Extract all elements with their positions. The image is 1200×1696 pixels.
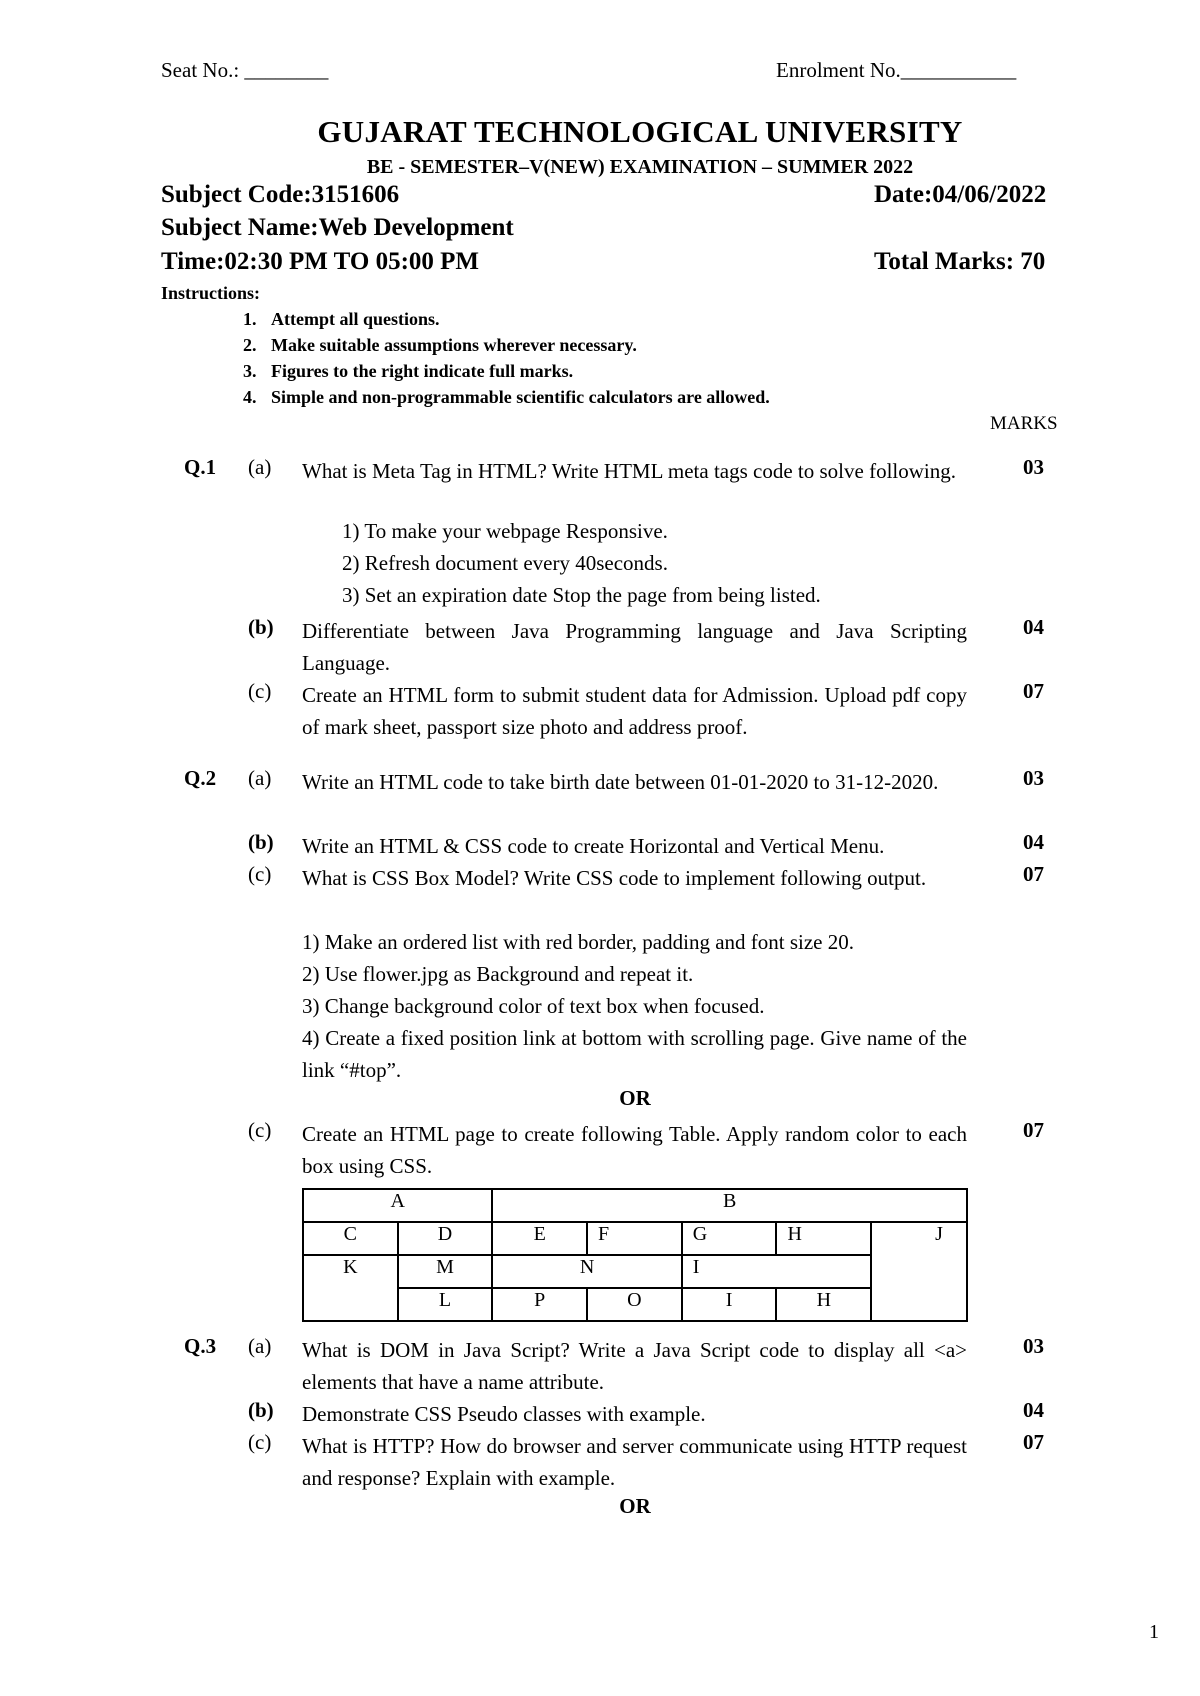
question-number: Q.3 (184, 1334, 217, 1358)
list-item: 2) Use flower.jpg as Background and repeat it. (302, 962, 694, 986)
table-cell: E (492, 1222, 587, 1255)
table-cell: H (776, 1288, 871, 1321)
table-cell: A (303, 1189, 492, 1222)
list-item: 2) Refresh document every 40seconds. (342, 551, 668, 575)
list-item: 3) Set an expiration date Stop the page from being listed. (342, 583, 821, 607)
instructions-title: Instructions: (161, 283, 261, 303)
table-row (303, 1222, 967, 1255)
question-text: Demonstrate CSS Pseudo classes with example. (302, 1402, 706, 1426)
table-cell: K (303, 1255, 398, 1321)
list-item: 1) To make your webpage Responsive. (342, 519, 668, 543)
table-cell: N (492, 1255, 681, 1288)
marks-value: 03 (1023, 766, 1044, 790)
table-cell: D (398, 1222, 493, 1255)
table-row (303, 1189, 967, 1222)
table-cell: G (682, 1222, 777, 1255)
marks-value: 03 (1023, 1334, 1044, 1358)
marks-value: 04 (1023, 1398, 1044, 1422)
page-number: 1 (1149, 1621, 1159, 1643)
enrolment-number: Enrolment No.___________ (776, 58, 1017, 82)
table-cell: B (492, 1189, 967, 1222)
instruction-item: 1. Attempt all questions. (243, 309, 440, 329)
question-text: Differentiate between Java Programming language and Java Scripting Language. (302, 619, 967, 675)
or-separator: OR (619, 1086, 651, 1110)
list-item: 1) Make an ordered list with red border, padding and font size 20. (302, 930, 854, 954)
question-text: Create an HTML page to create following Table. Apply random color to each box using CSS. (302, 1122, 967, 1178)
subquestion-label: (a) (248, 1334, 272, 1358)
table-cell: H (776, 1222, 871, 1255)
subquestion-label: (c) (248, 1118, 272, 1142)
question-text: Write an HTML & CSS code to create Horizontal and Vertical Menu. (302, 834, 885, 858)
university-title: GUJARAT TECHNOLOGICAL UNIVERSITY (317, 114, 963, 149)
instruction-item: 2. Make suitable assumptions wherever necessary. (243, 335, 637, 355)
question-text: Write an HTML code to take birth date between 01-01-2020 to 31-12-2020. (302, 770, 939, 794)
question-text: What is Meta Tag in HTML? Write HTML meta tags code to solve following. (302, 459, 956, 483)
table-cell: J (871, 1222, 967, 1321)
or-separator: OR (619, 1494, 651, 1518)
marks-value: 04 (1023, 615, 1044, 639)
table-cell: I (682, 1288, 777, 1321)
table-cell: L (398, 1288, 493, 1321)
question-text: What is DOM in Java Script? Write a Java Script code to display all <a> elements that have a name attribute. (302, 1338, 967, 1394)
subquestion-label: (b) (248, 615, 274, 639)
instruction-item: 3. Figures to the right indicate full marks. (243, 361, 574, 381)
table-cell: P (492, 1288, 587, 1321)
table-row (303, 1255, 967, 1288)
table-cell: M (398, 1255, 493, 1288)
exam-title: BE - SEMESTER–V(NEW) EXAMINATION – SUMMER 2022 (366, 156, 914, 178)
table-cell: C (303, 1222, 398, 1255)
instruction-item: 4. Simple and non-programmable scientific calculators are allowed. (243, 387, 770, 407)
marks-value: 07 (1023, 679, 1044, 703)
marks-value: 07 (1023, 1430, 1044, 1454)
marks-value: 07 (1023, 862, 1044, 886)
subject-code: Subject Code:3151606 (161, 181, 400, 208)
subquestion-label: (c) (248, 1430, 272, 1454)
question-number: Q.2 (184, 766, 217, 790)
subquestion-label: (c) (248, 679, 272, 703)
question-text: Create an HTML form to submit student data for Admission. Upload pdf copy of mark sheet, passport size photo and address proof. (302, 683, 967, 739)
question-number: Q.1 (184, 455, 217, 479)
subject-name: Subject Name:Web Development (161, 214, 514, 241)
subquestion-label: (c) (248, 862, 272, 886)
question-text: What is CSS Box Model? Write CSS code to implement following output. (302, 866, 927, 890)
table-cell: I (682, 1255, 871, 1288)
marks-value: 07 (1023, 1118, 1044, 1142)
marks-value: 03 (1023, 455, 1044, 479)
subquestion-label: (b) (248, 830, 274, 854)
subquestion-label: (b) (248, 1398, 274, 1422)
sample-table (302, 1188, 968, 1322)
exam-time: Time:02:30 PM TO 05:00 PM (161, 248, 480, 275)
table-row (303, 1288, 967, 1321)
table-cell: F (587, 1222, 682, 1255)
seat-number: Seat No.: ________ (161, 58, 329, 82)
question-text: What is HTTP? How do browser and server communicate using HTTP request and response? Explain with example. (302, 1434, 967, 1490)
table-cell: O (587, 1288, 682, 1321)
list-item: 4) Create a fixed position link at bottom with scrolling page. Give name of the link “#top”. (302, 1026, 967, 1082)
exam-date: Date:04/06/2022 (874, 181, 1047, 208)
total-marks: Total Marks: 70 (874, 248, 1046, 275)
subquestion-label: (a) (248, 766, 272, 790)
subquestion-label: (a) (248, 455, 272, 479)
list-item: 3) Change background color of text box when focused. (302, 994, 765, 1018)
marks-value: 04 (1023, 830, 1044, 854)
marks-column-header: MARKS (990, 413, 1058, 434)
